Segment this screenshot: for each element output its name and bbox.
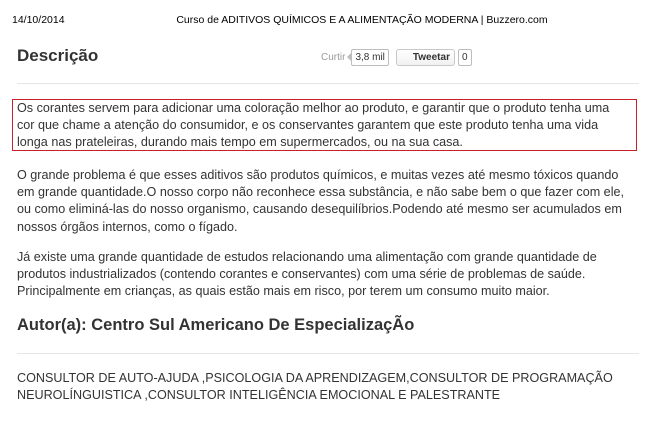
print-header xyxy=(0,14,650,28)
tweet-button[interactable]: Tweetar xyxy=(396,49,455,66)
divider xyxy=(17,83,639,84)
like-button[interactable]: Curtir xyxy=(321,51,346,63)
print-date: 14/10/2014 xyxy=(12,14,65,26)
like-count: 3,8 mil xyxy=(351,49,388,66)
author-heading: Autor(a): Centro Sul Americano De EspecializaçÃo xyxy=(17,316,415,334)
description-paragraph-1: Os corantes servem para adicionar uma coloração melhor ao produto, e garantir que o produto tenha uma cor que chame a atenção do consumidor, e os conservantes garantem que este produto tenha uma vida longa nas prateleiras, durando mais tempo em supermercados, ou na sua casa. xyxy=(17,101,610,150)
tweet-count: 0 xyxy=(458,49,472,66)
divider xyxy=(17,353,639,354)
description-paragraph-2: O grande problema é que esses aditivos são produtos químicos, e muitas vezes até mesmo tóxicos quando em grande quantidade.O nosso corpo não reconhece essa substância, e não sabe bem o que fazer com ele, ou como eliminá-las do nosso organismo, causando desequilíbrios.Podendo até mesmo ser acumulados em nossos órgãos internos, como o fígado. xyxy=(17,168,624,234)
social-share-bar xyxy=(321,48,472,66)
print-page-title: Curso de ADITIVOS QUÍMICOS E A ALIMENTAÇÃO MODERNA | Buzzero.com xyxy=(176,14,548,26)
description-paragraph-3: Já existe uma grande quantidade de estudos relacionando uma alimentação com grande quantidade de produtos industrializados (contendo corantes e conservantes) com uma série de problemas de saúde. Principalmente em crianças, as quais estão mais em risco, por terem um consumo muito maior. xyxy=(17,250,597,299)
description-heading: Descrição xyxy=(17,46,99,65)
author-bio: CONSULTOR DE AUTO-AJUDA ,PSICOLOGIA DA APRENDIZAGEM,CONSULTOR DE PROGRAMAÇÃO NEUROLÍNGUISTICA ,CONSULTOR INTELIGÊNCIA EMOCIONAL E PALESTRANTE xyxy=(17,371,613,403)
